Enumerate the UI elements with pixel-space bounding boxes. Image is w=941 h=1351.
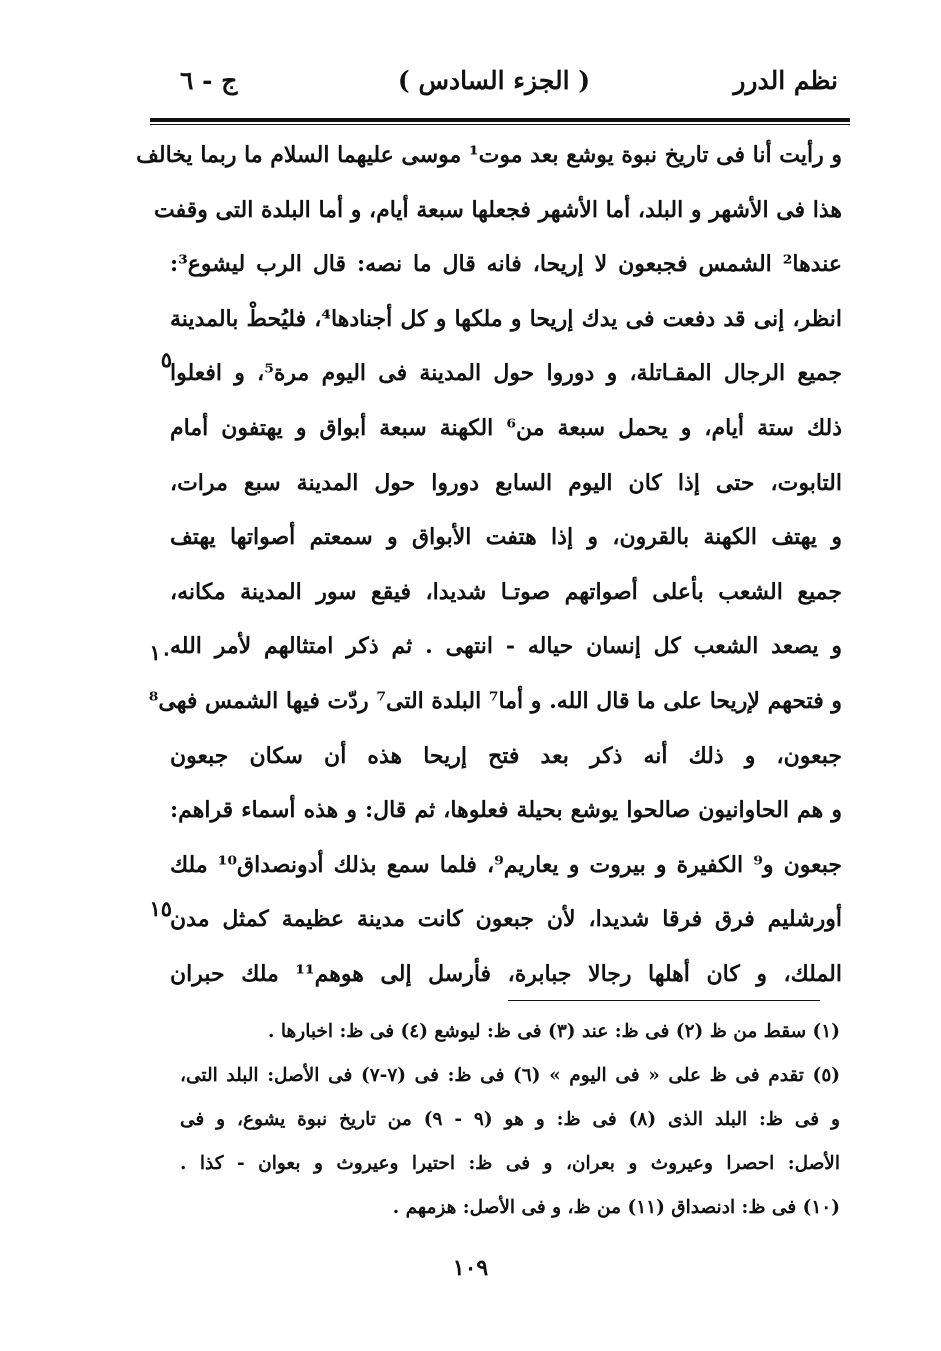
text-line: أورشليم فرق فرقا شديدا، لأن جبعون كانت مدينة عظيمة كمثل مدن (170, 906, 842, 933)
text-line: جبعون و⁹ الكفيرة و بيروت و يعاريم⁹، فلما سمع بذلك أدونصداق¹⁰ ملك (170, 851, 842, 878)
text-line: جميع الرجال المقـاتلة، و دوروا حول المدينة فى اليوم مرة⁵، و افعلوا (170, 360, 842, 387)
header-rule (150, 118, 850, 122)
footnotes (180, 1010, 840, 1230)
line-number-15: ١٥ (149, 896, 172, 921)
text-line: الملك، و كان أهلها رجالا جبابرة، فأرسل إلى هوهم¹¹ ملك حبران (170, 960, 842, 987)
text-line: و يصعد الشعب كل إنسان حياله - انتهى . ثم ذكر امتثالهم لأمر الله (170, 633, 842, 660)
text-line: و يهتف الكهنة بالقرون، و إذا هتفت الأبواق و سمعتم أصواتها يهتف (170, 524, 842, 551)
footnote-line: و فى ظ: البلد الذى (٨) فى ظ: و هو (٩ - ٩) من تاريخ نبوة يشوع، و فى (180, 1109, 840, 1130)
header-rule-thin (150, 124, 850, 125)
page-number: ١٠٩ (452, 1255, 489, 1281)
running-header (150, 58, 838, 108)
text-line: التابوت، حتى إذا كان اليوم السابع دوروا حول المدينة سبع مرات، (170, 469, 842, 496)
book-title: نظم الدرر (733, 66, 838, 95)
footnote-line: (١٠) فى ظ: ادنصداق (١١) من ظ، و فى الأصل: هزمهم . (392, 1197, 840, 1218)
volume-title: ( الجزء السادس ) (397, 66, 591, 95)
text-line: و رأيت أنا فى تاريخ نبوة يوشع بعد موت¹ موسى عليهما السلام ما ربما يخالف (136, 142, 842, 168)
text-line: هذا فى الأشهر و البلد، أما الأشهر فجعلها سبعة أيام، و أما البلدة التى وقفت (154, 196, 842, 223)
footnote-rule (508, 1000, 820, 1001)
text-line: ذلك ستة أيام، و يحمل سبعة من⁶ الكهنة سبعة أبواق و يهتفون أمام (170, 414, 842, 441)
footnote-line: (١) سقط من ظ (٢) فى ظ: عند (٣) فى ظ: ليوشع (٤) فى ظ: اخبارها . (268, 1021, 840, 1042)
footnote-line: الأصل: احصرا وعيروث و بعران، و فى ظ: احتيرا وعيروث و بعوان - كذا . (180, 1153, 840, 1174)
line-number-10: ١٠ (149, 640, 172, 665)
volume-number: ج - ٦ (180, 66, 238, 95)
text-line: انظر، إنى قد دفعت فى يدك إريحا و ملكها و كل أجنادها⁴، فليُحطْ بالمدينة (170, 305, 842, 332)
text-line: جبعون، و ذلك أنه ذكر بعد فتح إريحا هذه أن سكان جبعون (170, 742, 842, 769)
text-line: عندها² الشمس فجبعون لا إريحا، فانه قال ما نصه: قال الرب ليشوع³: (170, 251, 842, 278)
footnote-line: (٥) تقدم فى ظ على « فى اليوم » (٦) فى ظ: فى (٧-٧) فى الأصل: البلد التى، (180, 1065, 841, 1086)
text-line: جميع الشعب بأعلى أصواتهم صوتـا شديدا، فيقع سور المدينة مكانه، (170, 578, 842, 605)
text-line: و هم الحاوانيون صالحوا يوشع بحيلة فعلوها، ثم قال: و هذه أسماء قراهم: (170, 797, 842, 824)
line-number-5: ٥ (160, 347, 172, 372)
text-line: و فتحهم لإريحا على ما قال الله. و أما⁷ البلدة التى⁷ ردّت فيها الشمس فهى⁸ (148, 687, 842, 714)
